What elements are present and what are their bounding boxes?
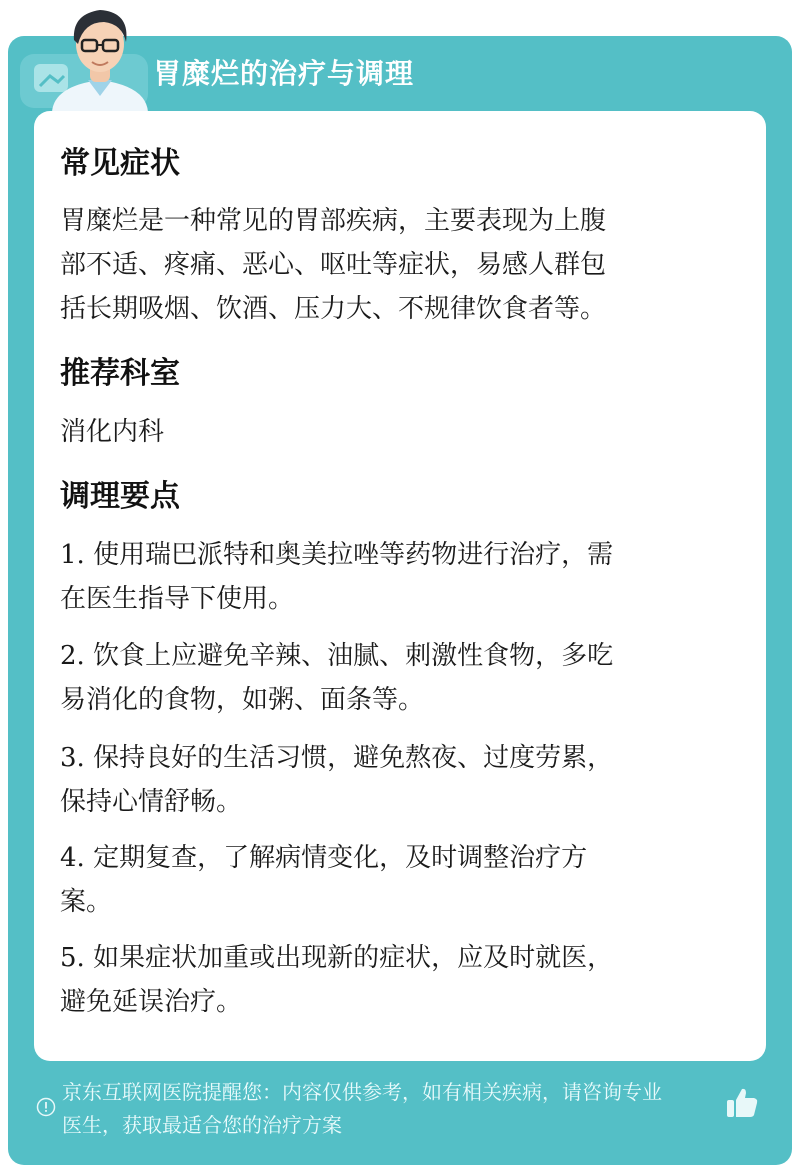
symptoms-line: 括长期吸烟、饮酒、压力大、不规律饮食者等。 bbox=[60, 294, 607, 324]
care-item-number: 1. bbox=[60, 540, 85, 570]
symptoms-section bbox=[60, 138, 725, 182]
department-heading: 推荐科室 bbox=[60, 356, 180, 391]
disclaimer-line: 京东互联网医院提醒您：内容仅供参考，如有相关疾病，请咨询专业 bbox=[62, 1080, 662, 1104]
care-section bbox=[60, 471, 725, 515]
symptoms-text bbox=[60, 199, 725, 331]
care-item-2 bbox=[60, 634, 725, 722]
symptoms-line: 胃糜烂是一种常见的胃部疾病，主要表现为上腹 bbox=[60, 206, 607, 236]
care-item-4 bbox=[60, 836, 725, 924]
care-item-line bbox=[60, 836, 725, 880]
symptoms-line: 部不适、疼痛、恶心、呕吐等症状，易感人群包 bbox=[60, 250, 607, 280]
care-item-text: 饮食上应避免辛辣、油腻、刺激性食物，多吃 bbox=[84, 641, 614, 671]
care-item-1 bbox=[60, 533, 725, 621]
care-item-number: 4. bbox=[60, 843, 85, 873]
thumbs-up-icon[interactable] bbox=[724, 1085, 760, 1121]
care-item-number: 5. bbox=[60, 943, 85, 973]
care-item-3 bbox=[60, 736, 725, 824]
info-icon bbox=[36, 1097, 56, 1117]
care-item-text: 如果症状加重或出现新的症状，应及时就医， bbox=[84, 943, 614, 973]
care-item-line bbox=[60, 736, 725, 780]
care-heading: 调理要点 bbox=[60, 479, 180, 514]
care-item-text: 定期复查，了解病情变化，及时调整治疗方 bbox=[84, 843, 588, 873]
care-item-line: 在医生指导下使用。 bbox=[60, 584, 295, 614]
department-section bbox=[60, 348, 725, 392]
doctor-avatar-icon bbox=[44, 0, 156, 112]
disclaimer bbox=[62, 1076, 730, 1142]
care-item-line bbox=[60, 634, 725, 678]
disclaimer-line: 医生，获取最适合您的治疗方案 bbox=[62, 1113, 342, 1137]
page-title: 胃糜烂的治疗与调理 bbox=[153, 57, 415, 90]
care-item-5 bbox=[60, 936, 725, 1024]
care-item-text: 保持良好的生活习惯，避免熬夜、过度劳累， bbox=[84, 743, 614, 773]
care-item-line: 保持心情舒畅。 bbox=[60, 787, 243, 817]
symptoms-heading: 常见症状 bbox=[60, 146, 180, 181]
care-item-number: 3. bbox=[60, 743, 85, 773]
care-item-text: 使用瑞巴派特和奥美拉唑等药物进行治疗，需 bbox=[84, 540, 614, 570]
care-item-line: 案。 bbox=[60, 887, 113, 917]
care-item-line bbox=[60, 533, 725, 577]
care-item-line: 易消化的食物，如粥、面条等。 bbox=[60, 685, 425, 715]
department-value-wrap bbox=[60, 410, 725, 454]
department-value: 消化内科 bbox=[60, 417, 165, 447]
care-item-number: 2. bbox=[60, 641, 85, 671]
care-item-line: 避免延误治疗。 bbox=[60, 987, 243, 1017]
care-item-line bbox=[60, 936, 725, 980]
